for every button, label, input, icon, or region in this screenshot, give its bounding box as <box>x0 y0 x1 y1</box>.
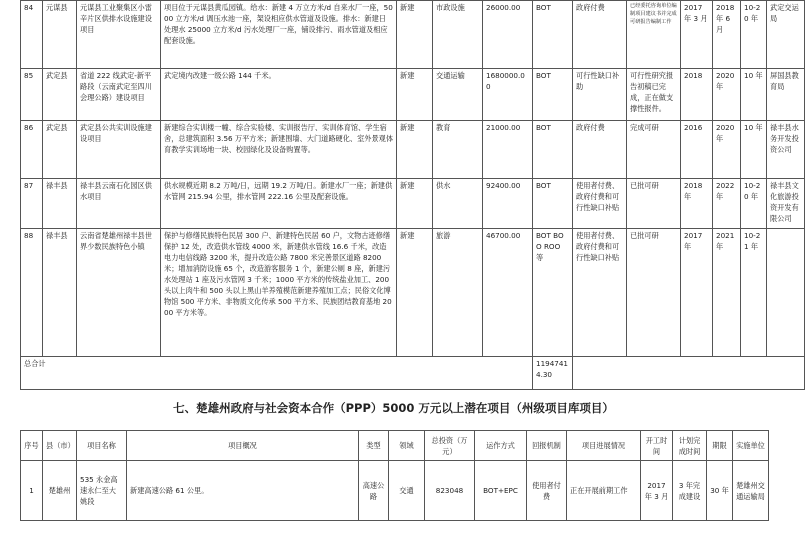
cell-return: 使用者付费、政府付费和可行性缺口补贴 <box>573 229 627 357</box>
header-content: 项目概况 <box>127 431 359 461</box>
cell-progress: 可行性研究报告初稿已完成，正在做支撑性报件。 <box>627 69 681 121</box>
cell-name: 元谋县工业聚集区小雷辛片区供排水设施建设项目 <box>77 1 161 69</box>
project-table-continued <box>20 0 805 390</box>
cell-field: 交通运输 <box>433 69 483 121</box>
cell-content: 保护与修缮民族特色民居 300 户、新建特色民居 60 户，文物古迹修缮保护 12 处，改造供水管线 4000 米，新建供水管线 16.6 千米，改造电力电信线路 3200 米，提升改造公路 7800 米完善景区道路 8200 米；增加消防设施 65 个，改造游客服务 1 个，新建公厕 8 座，新建污水处理站 1 座及污水管网 3 千米；1000 平方米的传统盐业加工、200 头以上肉牛和 500 头以上黑山羊养殖模范新建养殖加工点；民俗文化博物馆 500 平方米、非物质文化传承 500 平方米、民族团结教育基地 2000 平方米等。 <box>161 229 397 357</box>
cell-progress: 已批可研 <box>627 229 681 357</box>
ppp-project-table <box>20 430 769 521</box>
cell-type: 新建 <box>397 121 433 179</box>
cell-end: 2020 年 <box>713 69 741 121</box>
total-value: 11947414.30 <box>533 357 573 390</box>
cell-period: 10-21 年 <box>741 229 767 357</box>
cell-start: 2017 年 3 月 <box>681 1 713 69</box>
header-county: 县（市） <box>43 431 77 461</box>
cell-invest: 92400.00 <box>483 179 533 229</box>
cell-invest: 823048 <box>425 461 475 521</box>
cell-end: 2022 年 <box>713 179 741 229</box>
cell-name: 禄丰县云南石化园区供水项目 <box>77 179 161 229</box>
cell-no: 85 <box>21 69 43 121</box>
cell-period: 30 年 <box>707 461 733 521</box>
cell-progress: 已经委托咨询单位编制项目建议书并完成可研报告编制工作 <box>627 1 681 69</box>
cell-type: 新建 <box>397 69 433 121</box>
header-progress: 项目进展情况 <box>567 431 641 461</box>
cell-name: 省道 222 线武定-新平路段（云南武定至四川会理公路）建设项目 <box>77 69 161 121</box>
cell-field: 旅游 <box>433 229 483 357</box>
cell-unit: 屏国县教育局 <box>767 69 805 121</box>
cell-mode: BOT <box>533 179 573 229</box>
cell-invest: 1680000.00 <box>483 69 533 121</box>
table-row <box>21 179 805 229</box>
table-row <box>21 461 769 521</box>
cell-content: 项目位于元谋县黄瓜园镇。给水：新建 4 万立方米/d 自来水厂一座，5000 立方米/d 调压水池一座，架设相应供水管道及设施。排水：新建日处理水 25000 立方米/d 污水处理厂一座，铺设排污、雨水管道及相应配套设施。 <box>161 1 397 69</box>
table-row <box>21 121 805 179</box>
cell-name: 武定县公共实训设施建设项目 <box>77 121 161 179</box>
cell-period: 10-20 年 <box>741 1 767 69</box>
cell-mode: BOT <box>533 121 573 179</box>
cell-invest: 46700.00 <box>483 229 533 357</box>
cell-content: 新建综合实训楼一幢、综合实验楼、实训报告厅、实训体育馆、学生宿舍，总建筑面积 3.56 万平方米；新建围墙、大门道路硬化、室外景观体育教学实训场地一块、校园绿化及设备购置等。 <box>161 121 397 179</box>
cell-mode: BOT BOO ROO 等 <box>533 229 573 357</box>
cell-mode: BOT <box>533 69 573 121</box>
cell-unit: 禄丰县水务开发投资公司 <box>767 121 805 179</box>
cell-progress: 完成可研 <box>627 121 681 179</box>
cell-name: 535 永金高速永仁至大姚段 <box>77 461 127 521</box>
header-invest: 总投资（万元） <box>425 431 475 461</box>
header-unit: 实施单位 <box>733 431 769 461</box>
cell-no: 1 <box>21 461 43 521</box>
cell-type: 高速公路 <box>359 461 389 521</box>
cell-period: 10 年 <box>741 121 767 179</box>
header-field: 领域 <box>389 431 425 461</box>
cell-mode: BOT <box>533 1 573 69</box>
cell-progress: 已批可研 <box>627 179 681 229</box>
cell-start: 2018 <box>681 69 713 121</box>
cell-end: 3 年完成建设 <box>673 461 707 521</box>
header-end: 计划完成时间 <box>673 431 707 461</box>
header-period: 期限 <box>707 431 733 461</box>
header-row <box>21 431 769 461</box>
cell-county: 元谋县 <box>43 1 77 69</box>
cell-end: 2020 年 <box>713 121 741 179</box>
cell-start: 2018 年 <box>681 179 713 229</box>
cell-type: 新建 <box>397 229 433 357</box>
table-row <box>21 229 805 357</box>
cell-field: 供水 <box>433 179 483 229</box>
cell-invest: 21000.00 <box>483 121 533 179</box>
cell-name: 云南省楚雄州禄丰县世界少数民族特色小镇 <box>77 229 161 357</box>
header-name: 项目名称 <box>77 431 127 461</box>
header-type: 类型 <box>359 431 389 461</box>
cell-county: 禄丰县 <box>43 179 77 229</box>
cell-mode: BOT+EPC <box>475 461 527 521</box>
cell-county: 武定县 <box>43 69 77 121</box>
cell-end: 2021 年 <box>713 229 741 357</box>
cell-unit: 禄丰县文化旅游投资开发有限公司 <box>767 179 805 229</box>
cell-field: 交通 <box>389 461 425 521</box>
cell-no: 86 <box>21 121 43 179</box>
cell-type: 新建 <box>397 179 433 229</box>
header-mode: 运作方式 <box>475 431 527 461</box>
cell-type: 新建 <box>397 1 433 69</box>
cell-return: 使用者付费、政府付费和可行性缺口补贴 <box>573 179 627 229</box>
cell-start: 2017 年 3 月 <box>641 461 673 521</box>
header-start: 开工时间 <box>641 431 673 461</box>
cell-unit <box>767 229 805 357</box>
cell-content: 供水规模近期 8.2 万吨/日，远期 19.2 万吨/日。新建水厂一座；新建供水管网 215.94 公里，排水管网 222.16 公里及配套设施。 <box>161 179 397 229</box>
cell-start: 2016 <box>681 121 713 179</box>
cell-end: 2018 年 6 月 <box>713 1 741 69</box>
cell-no: 87 <box>21 179 43 229</box>
cell-field: 市政设施 <box>433 1 483 69</box>
cell-field: 教育 <box>433 121 483 179</box>
table-row <box>21 69 805 121</box>
cell-county: 禄丰县 <box>43 229 77 357</box>
header-return: 回报机制 <box>527 431 567 461</box>
cell-content: 武定境内改建一级公路 144 千米。 <box>161 69 397 121</box>
header-no: 序号 <box>21 431 43 461</box>
cell-unit: 楚雄州交通运输局 <box>733 461 769 521</box>
table-row <box>21 1 805 69</box>
cell-no: 84 <box>21 1 43 69</box>
cell-return: 政府付费 <box>573 121 627 179</box>
cell-content: 新建高速公路 61 公里。 <box>127 461 359 521</box>
cell-return: 政府付费 <box>573 1 627 69</box>
total-row <box>21 357 805 390</box>
cell-period: 10 年 <box>741 69 767 121</box>
section-title: 七、楚雄州政府与社会资本合作（PPP）5000 万元以上潜在项目（州级项目库项目） <box>173 401 614 415</box>
cell-no: 88 <box>21 229 43 357</box>
cell-county: 武定县 <box>43 121 77 179</box>
cell-start: 2017 年 <box>681 229 713 357</box>
total-label: 总合计 <box>21 357 533 390</box>
cell-return: 使用者付费 <box>527 461 567 521</box>
cell-unit: 武定交运局 <box>767 1 805 69</box>
cell-period: 10-20 年 <box>741 179 767 229</box>
cell-progress: 正在开展前期工作 <box>567 461 641 521</box>
total-filler <box>573 357 805 390</box>
cell-invest: 26000.00 <box>483 1 533 69</box>
cell-county: 楚雄州 <box>43 461 77 521</box>
cell-return: 可行性缺口补助 <box>573 69 627 121</box>
